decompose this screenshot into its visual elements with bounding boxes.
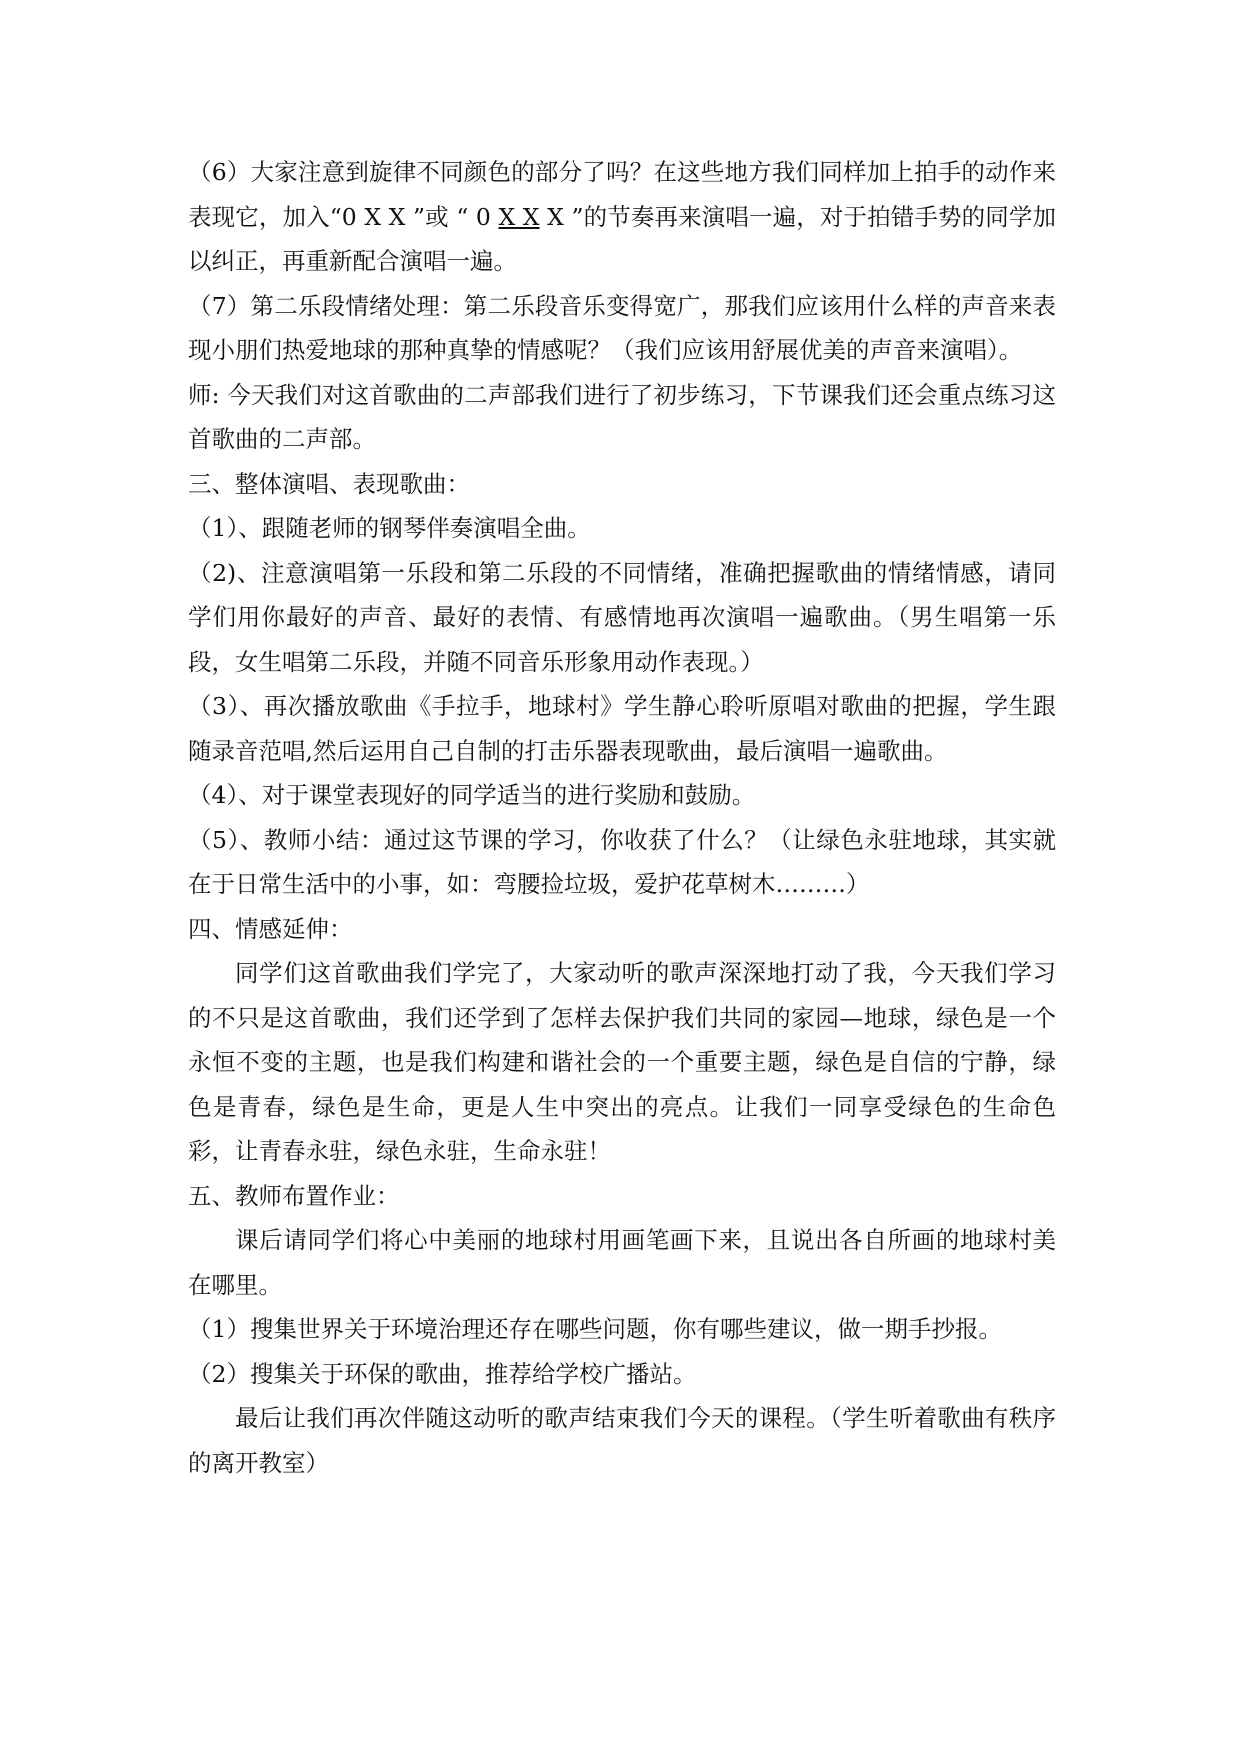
paragraph-step-7: （7）第二乐段情绪处理：第二乐段音乐变得宽广，那我们应该用什么样的声音来表现小朋们热爱地球的那种真挚的情感呢？（我们应该用舒展优美的声音来演唱）。 [188, 291, 1056, 364]
section-heading-3: 三、整体演唱、表现歌曲： [188, 469, 470, 498]
paragraph-item-1: （1）、跟随老师的钢琴伴奏演唱全曲。 [188, 514, 591, 542]
document-body [188, 150, 1056, 1485]
paragraph-homework-1: （1）搜集世界关于环境治理还存在哪些问题，你有哪些建议，做一期手抄报。 [188, 1315, 1002, 1343]
paragraph-closing: 最后让我们再次伴随这动听的歌声结束我们今天的课程。（学生听着歌曲有秩序的离开教室） [188, 1404, 1056, 1477]
paragraph-homework-2: （2）搜集关于环保的歌曲，推荐给学校广播站。 [188, 1359, 697, 1388]
section-heading-4: 四、情感延伸： [188, 914, 353, 943]
step-6-text-b: X ”的节奏再来演唱一遍，对于拍错手势的同学加以纠正，再重新配合演唱一遍。 [188, 202, 1056, 275]
paragraph-teacher-note: 师: 今天我们对这首歌曲的二声部我们进行了初步练习，下节课我们还会重点练习这首歌曲的二声部。 [188, 380, 1056, 453]
step-6-text-a: （6）大家注意到旋律不同颜色的部分了吗？在这些地方我们同样加上拍手的动作来表现它，加入“0 X X ”或 “ 0 [188, 158, 1056, 231]
paragraph-emotion-extension: 同学们这首歌曲我们学完了，大家动听的歌声深深地打动了我，今天我们学习的不只是这首歌曲，我们还学到了怎样去保护我们共同的家园—地球，绿色是一个永恒不变的主题，也是我们构建和谐社会的一个重要主题，绿色是自信的宁静，绿色是青春，绿色是生命，更是人生中突出的亮点。让我们一同享受绿色的生命色彩，让青春永驻，绿色永驻，生命永驻！ [188, 959, 1056, 1165]
step-6-underlined-rhythm: X X [498, 202, 540, 231]
paragraph-item-2: （2)、注意演唱第一乐段和第二乐段的不同情绪，准确把握歌曲的情绪情感，请同学们用你最好的声音、最好的表情、有感情地再次演唱一遍歌曲。（男生唱第一乐段，女生唱第二乐段，并随不同音乐形象用动作表现。） [188, 558, 1056, 676]
paragraph-item-4: （4）、对于课堂表现好的同学适当的进行奖励和鼓励。 [188, 781, 756, 809]
paragraph-step-6 [188, 150, 1056, 284]
paragraph-item-3: （3）、再次播放歌曲《手拉手，地球村》学生静心聆听原唱对歌曲的把握，学生跟随录音范唱,然后运用自己自制的打击乐器表现歌曲，最后演唱一遍歌曲。 [188, 692, 1056, 765]
paragraph-homework-intro: 课后请同学们将心中美丽的地球村用画笔画下来，且说出各自所画的地球村美在哪里。 [188, 1226, 1056, 1299]
section-heading-5: 五、教师布置作业： [188, 1181, 400, 1210]
paragraph-item-5: （5）、教师小结：通过这节课的学习，你收获了什么？（让绿色永驻地球，其实就在于日常生活中的小事，如：弯腰捡垃圾，爱护花草树木………） [188, 825, 1056, 898]
